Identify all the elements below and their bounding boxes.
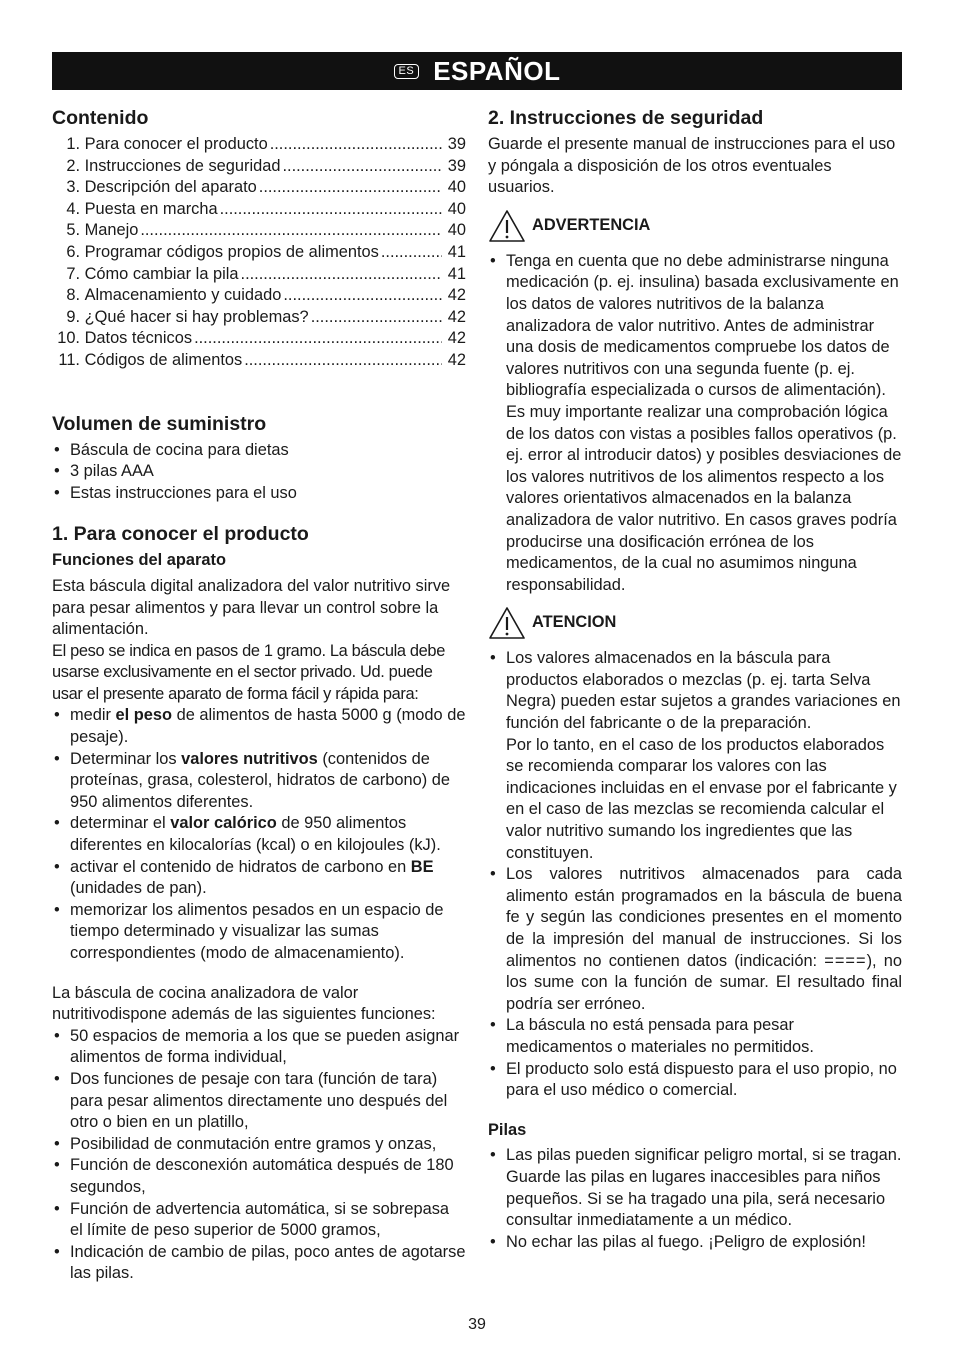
supply-list <box>52 440 466 505</box>
list-item: • memorizar los alimentos pesados en un espacio de tiempo determinado y visualizar las sumas correspondientes (modo de almacenamiento). <box>52 900 466 965</box>
toc-item[interactable]: 1. Para conocer el producto ..... 39 <box>52 134 466 156</box>
section2-heading: 2. Instrucciones de seguridad <box>488 107 764 129</box>
batteries-list <box>488 1145 902 1253</box>
section1-subheading: Funciones del aparato <box>52 551 226 570</box>
more-functions-list <box>52 1026 466 1285</box>
list-item: • medir el peso de alimentos de hasta 5000 g (modo de pesaje). <box>52 705 466 748</box>
toc-item[interactable]: 9. ¿Qué hacer si hay problemas? ..... 42 <box>52 307 466 329</box>
list-item: • Tenga en cuenta que no debe administrarse ninguna medicación (p. ej. insulina) basada exclusivamente en los datos de valores nutritivos de la balanza analizadora de valor nutritivo. Antes de administrar una dosis de medicamentos compruebe los datos de valores nutritivos con una segunda fuente (p. ej. bibliografía especializada o cursos de alimentación). Es muy importante realizar una comprobación lógica de los datos con vistas a posibles fallos operativos (p. ej. error al introducir datos) y posibles desviaciones de los valores nutritivos de los alimentos respecto a los valores orientativos almacenados en la balanza analizadora de valor nutritivo. En casos graves podría producirse una dosificación errónea de los medicamentos, de la cual no asumimos ninguna responsabilidad. <box>488 251 902 597</box>
list-item: • Las pilas pueden significar peligro mortal, si se tragan. Guarde las pilas en lugares inaccesibles para niños pequeños. Si se ha tragado una pila, será necesario consultar inmediatamente a un médico. <box>488 1145 902 1231</box>
list-item: • Función de advertencia automática, si se sobrepasa el límite de peso superior de 5000 gramos, <box>52 1199 466 1242</box>
list-item: • Función de desconexión automática después de 180 segundos, <box>52 1155 466 1198</box>
list-item: • Determinar los valores nutritivos (contenidos de proteínas, grasa, colesterol, hidratos de carbono) de 950 alimentos diferentes. <box>52 749 466 814</box>
list-item: • activar el contenido de hidratos de carbono en BE (unidades de pan). <box>52 857 466 900</box>
caution-title: ATENCION <box>532 613 617 632</box>
section1-heading: 1. Para conocer el producto <box>52 523 309 546</box>
list-item: • La báscula no está pensada para pesar medicamentos o materiales no permitidos. <box>488 1015 902 1058</box>
supply-heading: Volumen de suministro <box>52 412 267 435</box>
list-item: • determinar el valor calórico de 950 alimentos diferentes en kilocalorías (kcal) o en kilojoules (kJ). <box>52 813 466 856</box>
list-item: • Indicación de cambio de pilas, poco antes de agotarse las pilas. <box>52 1242 466 1285</box>
warning-list <box>488 251 902 597</box>
list-item: • Dos funciones de pesaje con tara (función de tara) para pesar alimentos directamente uno después del otro o bien en un platillo, <box>52 1069 466 1134</box>
batteries-heading: Pilas <box>488 1120 527 1139</box>
toc-item[interactable]: 5. Manejo ..... 40 <box>52 220 466 242</box>
function-list <box>52 705 466 964</box>
language-banner <box>52 52 902 90</box>
toc-item[interactable]: 3. Descripción del aparato ..... 40 <box>52 177 466 199</box>
toc-item[interactable]: 10. Datos técnicos ..... 42 <box>52 328 466 350</box>
warning-triangle-icon <box>488 209 526 243</box>
toc-item[interactable]: 7. Cómo cambiar la pila ..... 41 <box>52 264 466 286</box>
warning-header <box>488 209 902 243</box>
list-item: • 3 pilas AAA <box>52 461 466 483</box>
list-item: • El producto solo está dispuesto para el uso propio, no para el uso médico o comercial. <box>488 1059 902 1102</box>
no-data-indicator: ==== <box>824 951 867 970</box>
page-number: 39 <box>468 1316 486 1333</box>
toc-item[interactable]: 4. Puesta en marcha ..... 40 <box>52 199 466 221</box>
caution-list <box>488 648 902 1101</box>
list-item: • No echar las pilas al fuego. ¡Peligro de explosión! <box>488 1232 902 1254</box>
list-item: • Los valores nutritivos almacenados para cada alimento están programados en la báscula de buena fe y según las condiciones presentes en el momento de la impresión del manual de instrucciones. Si los alimentos no contienen datos (indicación: ====), no los sume con la función de sumar. El resultado final podría ser erróneo. <box>488 864 902 1015</box>
list-item: • Los valores almacenados en la báscula para productos elaborados o mezclas (p. ej. tarta Selva Negra) pueden estar sujetos a grandes variaciones en función del fabricante o de la preparación. Por lo tanto, en el caso de los productos elaborados se recomienda comparar los valores con las indicaciones incluidas en el envase por el fabricante y en el caso de las mezclas se recomienda calcular el valor nutritivo sumando los ingredientes que las constituyen. <box>488 648 902 864</box>
warning-title: ADVERTENCIA <box>532 215 651 234</box>
section1-intro: Esta báscula digital analizadora del valor nutritivo sirve para pesar alimentos y para llevar un control sobre la alimentación. <box>52 576 451 639</box>
list-item: • Báscula de cocina para dietas <box>52 440 466 462</box>
more-functions-intro: La báscula de cocina analizadora de valor nutritivodispone además de las siguientes funciones: <box>52 983 436 1024</box>
toc-item[interactable]: 8. Almacenamiento y cuidado ..... 42 <box>52 285 466 307</box>
section1-intro2: El peso se indica en pasos de 1 gramo. La báscula debe usarse exclusivamente en el sector privado. Ud. puede usar el presente aparato de forma fácil y rápida para: <box>52 641 445 703</box>
page-title: ESPAÑOL <box>433 55 561 86</box>
language-code-badge: ES <box>394 64 420 79</box>
list-item: • 50 espacios de memoria a los que se pueden asignar alimentos de forma individual, <box>52 1026 466 1069</box>
left-column <box>52 106 466 1285</box>
warning-triangle-icon <box>488 606 526 640</box>
list-item: • Estas instrucciones para el uso <box>52 483 466 505</box>
section2-intro: Guarde el presente manual de instrucciones para el uso y póngala a disposición de los otros eventuales usuarios. <box>488 135 896 197</box>
table-of-contents <box>52 134 466 372</box>
toc-item[interactable]: 2. Instrucciones de seguridad ..... 39 <box>52 156 466 178</box>
toc-item[interactable]: 11. Códigos de alimentos ..... 42 <box>52 350 466 372</box>
toc-item[interactable]: 6. Programar códigos propios de alimentos ..... 41 <box>52 242 466 264</box>
right-column <box>488 106 902 1253</box>
list-item: • Posibilidad de conmutación entre gramos y onzas, <box>52 1134 466 1156</box>
toc-heading: Contenido <box>52 107 149 129</box>
caution-header <box>488 606 902 640</box>
